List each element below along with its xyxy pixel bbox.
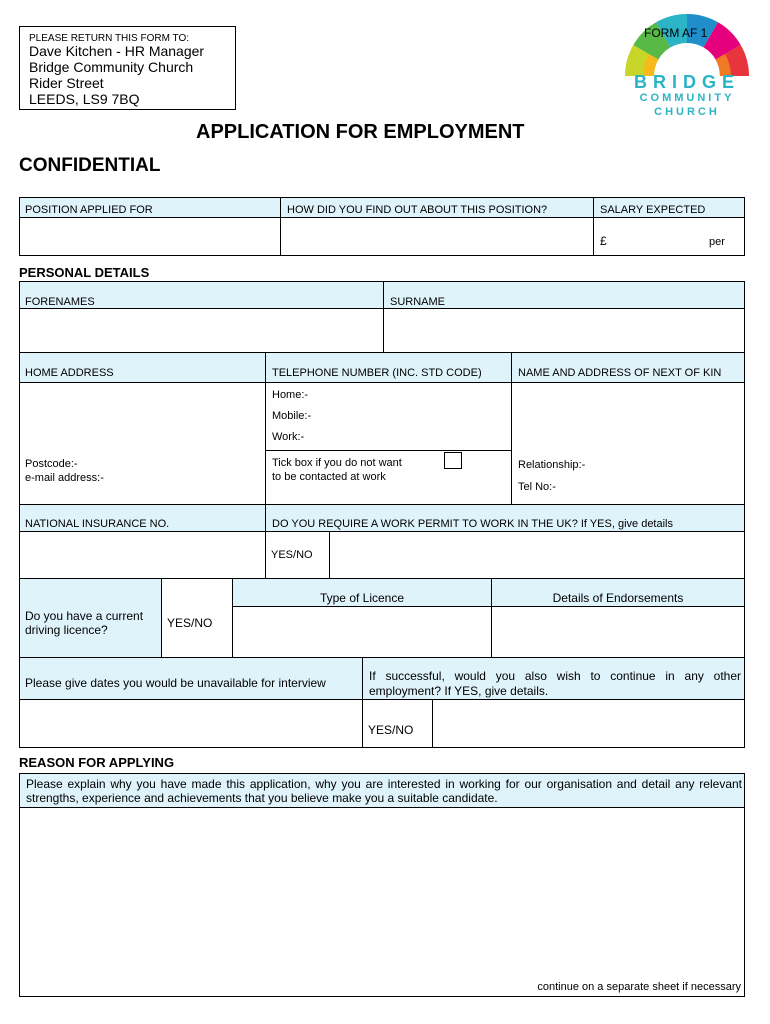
licence-type-label: Type of Licence <box>319 591 405 605</box>
salary-expected-label: SALARY EXPECTED <box>600 204 706 216</box>
tick-box-text-1: Tick box if you do not want <box>272 457 402 469</box>
surname-input[interactable] <box>383 308 745 353</box>
logo-text-church: CHURCH <box>654 106 720 118</box>
reason-text-area[interactable] <box>19 807 745 997</box>
kin-tel-label: Tel No:- <box>518 481 556 493</box>
interview-label: Please give dates you would be unavailable for interview <box>25 676 326 690</box>
permit-details-input[interactable] <box>329 531 745 579</box>
work-phone-label: Work:- <box>272 431 305 443</box>
surname-label: SURNAME <box>390 296 446 308</box>
home-address-label: HOME ADDRESS <box>25 367 114 379</box>
ni-input[interactable] <box>19 531 266 579</box>
postcode-label: Postcode:- <box>25 458 78 470</box>
name-header-row <box>19 281 745 309</box>
return-line-1: Dave Kitchen - HR Manager <box>29 43 205 59</box>
tick-box-text-2: to be contacted at work <box>272 471 386 483</box>
how-found-label: HOW DID YOU FIND OUT ABOUT THIS POSITION? <box>287 204 548 216</box>
email-label: e-mail address:- <box>25 472 104 484</box>
reason-heading: REASON FOR APPLYING <box>19 755 175 770</box>
return-line-2: Bridge Community Church <box>29 59 194 75</box>
work-permit-label: DO YOU REQUIRE A WORK PERMIT TO WORK IN THE UK? If YES, give details <box>272 518 673 530</box>
return-line-4: LEEDS, LS9 7BQ <box>29 91 140 107</box>
currency-symbol: £ <box>600 234 607 248</box>
confidential-label: CONFIDENTIAL <box>19 155 161 176</box>
how-found-input[interactable] <box>280 217 594 256</box>
licence-question-1: Do you have a current <box>25 609 144 623</box>
continue-note: continue on a separate sheet if necessary <box>537 981 741 993</box>
position-applied-input[interactable] <box>19 217 281 256</box>
logo-text-community: COMMUNITY <box>639 92 735 104</box>
endorsements-input[interactable] <box>491 606 745 658</box>
rainbow-arch-icon <box>625 14 749 76</box>
position-applied-label: POSITION APPLIED FOR <box>25 204 153 216</box>
reason-instructions: Please explain why you have made this application, why you are interested in working for our organisation and detail any relevant strengths, experience and achievements that you believe make you a suitable candidate. <box>26 777 742 805</box>
ni-label: NATIONAL INSURANCE NO. <box>25 518 170 530</box>
home-phone-label: Home:- <box>272 389 309 401</box>
next-of-kin-label: NAME AND ADDRESS OF NEXT OF KIN <box>518 367 722 379</box>
licence-yesno: YES/NO <box>167 616 213 630</box>
permit-yesno: YES/NO <box>271 549 313 561</box>
licence-type-input[interactable] <box>232 606 492 658</box>
telephone-label: TELEPHONE NUMBER (INC. STD CODE) <box>272 367 482 379</box>
other-employment-input[interactable] <box>432 699 745 748</box>
form-code: FORM AF 1 <box>644 26 708 40</box>
no-contact-at-work-checkbox[interactable] <box>444 452 462 469</box>
logo-text-bridge: BRIDGE <box>633 72 740 92</box>
return-line-3: Rider Street <box>29 75 104 91</box>
mobile-phone-label: Mobile:- <box>272 410 312 422</box>
personal-details-heading: PERSONAL DETAILS <box>19 265 150 280</box>
page-title: APPLICATION FOR EMPLOYMENT <box>196 121 525 143</box>
return-heading: PLEASE RETURN THIS FORM TO: <box>29 33 190 44</box>
licence-question-2: driving licence? <box>25 623 108 637</box>
other-yesno: YES/NO <box>368 723 414 737</box>
salary-per-label: per <box>709 236 725 248</box>
other-employment-label: If successful, would you also wish to continue in any other employment? If YES, give details. <box>369 669 741 698</box>
forenames-input[interactable] <box>19 308 384 353</box>
interview-dates-input[interactable] <box>19 699 363 748</box>
home-address-input[interactable] <box>19 382 266 505</box>
relationship-label: Relationship:- <box>518 459 586 471</box>
endorsements-label: Details of Endorsements <box>552 591 684 605</box>
forenames-label: FORENAMES <box>25 296 95 308</box>
